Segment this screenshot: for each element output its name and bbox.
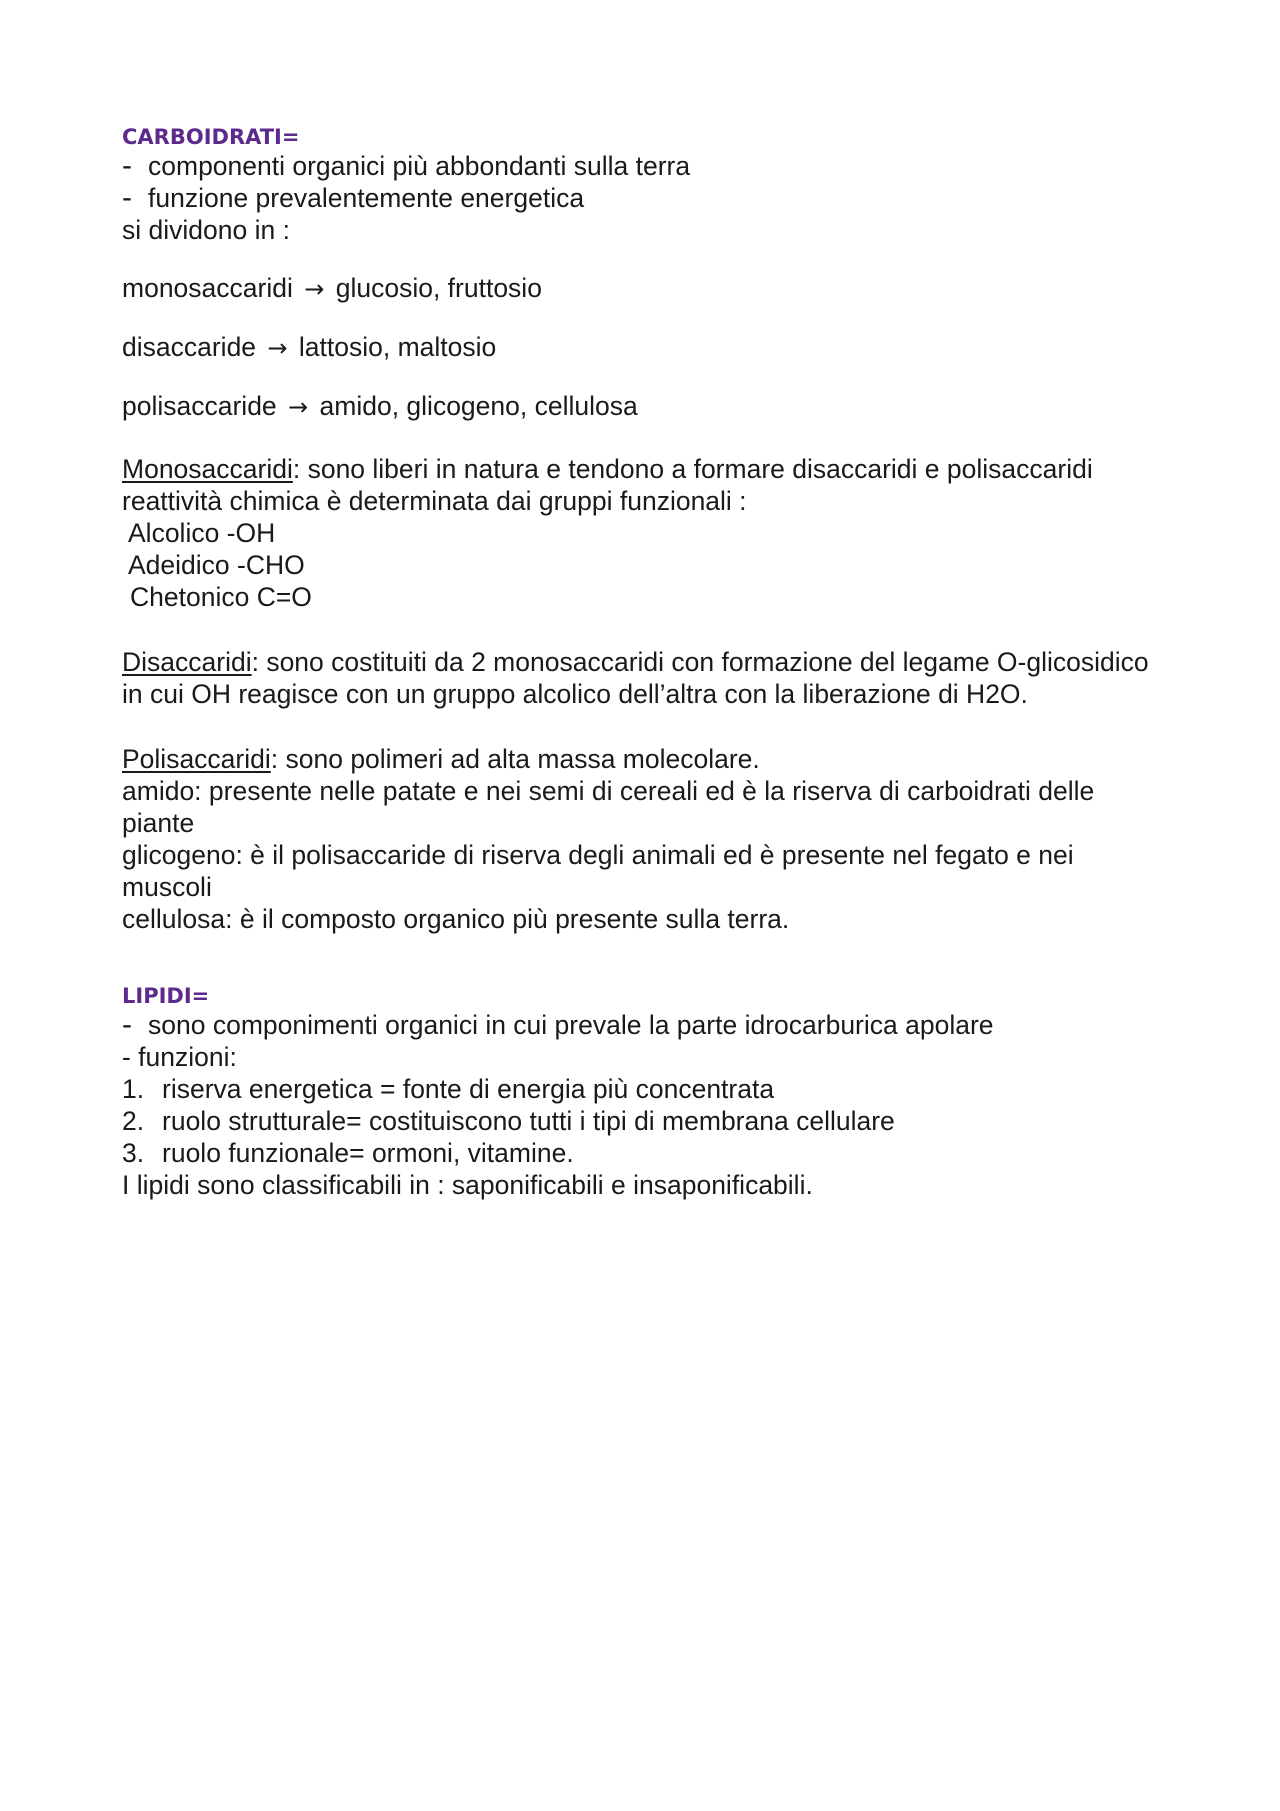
di-term: Disaccaridi — [122, 647, 252, 677]
arrow-right-icon: → — [288, 393, 309, 421]
bullet-item — [122, 1009, 1162, 1041]
bullet-text: funzione prevalentemente energetica — [148, 183, 585, 213]
arrow-right-icon: → — [267, 334, 288, 362]
carboidrati-heading: CARBOIDRATI= — [122, 125, 300, 149]
glicogeno-line: glicogeno: è il polisaccaride di riserva degli animali ed è presente nel fegato e nei muscoli — [122, 840, 1074, 902]
type-examples: amido, glicogeno, cellulosa — [319, 391, 638, 421]
lipidi-heading: LIPIDI= — [122, 984, 210, 1008]
type-name: polisaccaride — [122, 391, 277, 421]
bullet-item — [122, 182, 1162, 214]
mono-text: : sono liberi in natura e tendono a formare disaccaridi e polisaccaridi — [292, 454, 1093, 484]
poli-term: Polisaccaridi — [122, 744, 271, 774]
mono-term: Monosaccaridi — [122, 454, 293, 484]
di-text: : sono costituiti da 2 monosaccaridi con formazione del legame O-glicosidico in cui OH reagisce con un gruppo alcolico dell’altra con la liberazione di H2O. — [122, 647, 1149, 709]
classification-line: I lipidi sono classificabili in : saponificabili e insaponificabili. — [122, 1170, 813, 1200]
list-number: 2. — [122, 1106, 145, 1136]
bullet-item — [122, 150, 1162, 182]
list-item — [122, 1073, 1162, 1105]
type-examples: lattosio, maltosio — [298, 332, 497, 362]
list-number: 3. — [122, 1138, 145, 1168]
amido-line: amido: presente nelle patate e nei semi di cereali ed è la riserva di carboidrati delle piante — [122, 776, 1095, 838]
type-name: disaccaride — [122, 332, 257, 362]
dash-glyph: - — [122, 1008, 132, 1041]
list-text: ruolo strutturale= costituiscono tutti i tipi di membrana cellulare — [162, 1106, 895, 1136]
list-item — [122, 1137, 1162, 1169]
dash-glyph: - — [122, 149, 132, 182]
functional-group: Adeidico -CHO — [128, 550, 305, 580]
type-line-mono — [122, 272, 1162, 305]
list-item — [122, 1105, 1162, 1137]
type-name: monosaccaridi — [122, 273, 293, 303]
list-text: riserva energetica = fonte di energia più concentrata — [162, 1074, 775, 1104]
cellulosa-line: cellulosa: è il composto organico più presente sulla terra. — [122, 904, 790, 934]
list-text: ruolo funzionale= ormoni, vitamine. — [162, 1138, 574, 1168]
bullet-text: sono componimenti organici in cui prevale la parte idrocarburica apolare — [148, 1010, 994, 1040]
intro-line: si dividono in : — [122, 215, 290, 245]
functional-group: Alcolico -OH — [128, 518, 276, 548]
poli-paragraph — [122, 743, 1162, 775]
type-line-poli — [122, 390, 1162, 423]
mono-line2: reattività chimica è determinata dai gruppi funzionali : — [122, 486, 747, 516]
dash-glyph: - — [122, 181, 132, 214]
di-paragraph — [122, 646, 1162, 710]
mono-paragraph — [122, 453, 1162, 485]
functional-group: Chetonico C=O — [130, 582, 312, 612]
bullet-text: componenti organici più abbondanti sulla terra — [148, 151, 691, 181]
arrow-right-icon: → — [304, 275, 325, 303]
poli-text: : sono polimeri ad alta massa molecolare. — [270, 744, 760, 774]
type-examples: glucosio, fruttosio — [335, 273, 542, 303]
list-number: 1. — [122, 1074, 145, 1104]
type-line-di — [122, 331, 1162, 364]
document-page — [122, 124, 1162, 1201]
funzioni-line: - funzioni: — [122, 1042, 237, 1072]
